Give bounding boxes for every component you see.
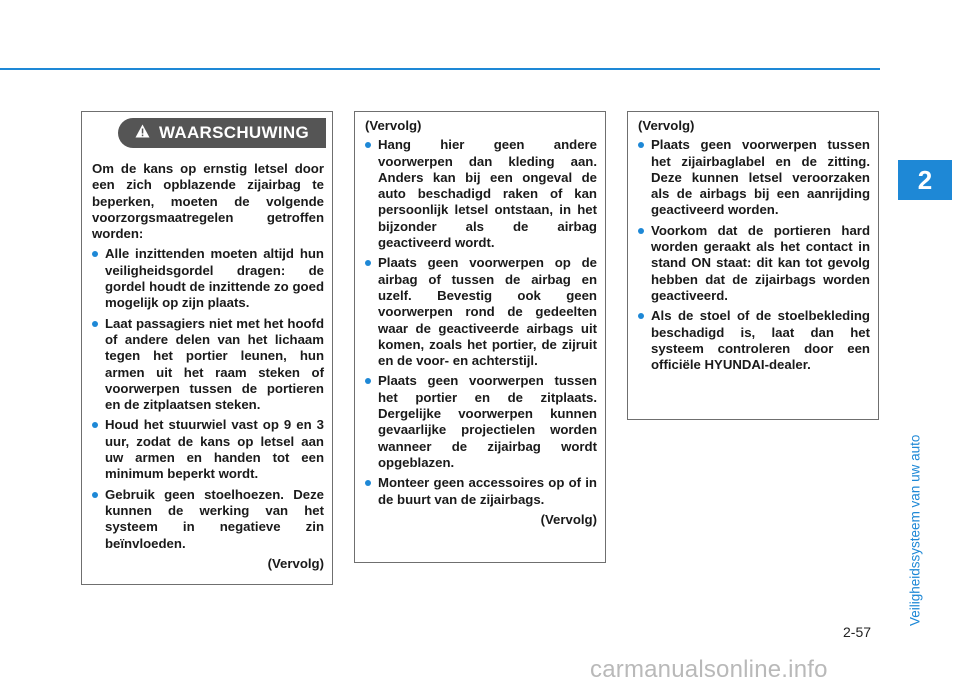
list-item: Als de stoel of de stoelbekleding beschadigd is, laat dan het systeem controleren door een officiële HYUNDAI-dealer. <box>638 308 870 373</box>
bullet-dot <box>92 251 98 257</box>
bullet-dot <box>365 378 371 384</box>
list-item: Laat passagiers niet met het hoofd of andere delen van het lichaam tegen het portier leunen, hun armen uit het raam steken of voorwerpen tussen de portieren en de zitplaatsen steken. <box>92 316 324 414</box>
warning-list-2 <box>365 137 597 508</box>
warning-banner-label: WAARSCHUWING <box>159 122 309 142</box>
list-item: Hang hier geen andere voorwerpen dan kleding aan. Anders kan bij een ongeval de auto beschadigd raken of kan persoonlijk letsel ontstaan, in het bijzonder als de airbag geactiveerd wordt. <box>365 137 597 251</box>
warning-banner <box>118 118 326 148</box>
list-item: Gebruik geen stoelhoezen. Deze kunnen de werking van het systeem in negatieve zin beïnvloeden. <box>92 487 324 552</box>
list-item: Voorkom dat de portieren hard worden geraakt als het contact in stand ON staat: dit kan tot gevolg hebben dat de zijairbags worden geactiveerd. <box>638 223 870 304</box>
continued-label: (Vervolg) <box>267 555 324 571</box>
warning-box <box>81 111 333 585</box>
chapter-title <box>895 418 935 626</box>
list-item: Plaats geen voorwerpen tussen het zijairbaglabel en de zitting. Deze kunnen letsel veroorzaken als de airbags bij een aanrijding geactiveerd worden. <box>638 137 870 218</box>
list-item: Monteer geen accessoires op of in de buurt van de zijairbags. <box>365 475 597 508</box>
bullet-dot <box>638 228 644 234</box>
continued-label: (Vervolg) <box>540 511 597 527</box>
warning-triangle-icon <box>135 124 150 141</box>
bullet-dot <box>365 480 371 486</box>
list-item: Houd het stuurwiel vast op 9 en 3 uur, zodat de kans op letsel aan uw armen en handen tot een minimum beperkt wordt. <box>92 417 324 482</box>
bullet-dot <box>638 313 644 319</box>
header-rule <box>0 68 880 70</box>
warning-intro: Om de kans op ernstig letsel door een zich opblazende zijairbag te beperken, moeten de volgende voorzorgsmaatregelen getroffen worden: <box>92 161 324 242</box>
list-item: Plaats geen voorwerpen tussen het portier en de zitplaats. Dergelijke voorwerpen kunnen gevaarlijke projectielen worden wanneer de zijairbag wordt opgeblazen. <box>365 373 597 471</box>
continued-box-3 <box>627 111 879 420</box>
bullet-dot <box>92 321 98 327</box>
chapter-number: 2 <box>917 164 933 195</box>
continued-box-2 <box>354 111 606 563</box>
chapter-number-tab <box>898 160 952 200</box>
continued-header: (Vervolg) <box>365 118 422 133</box>
bullet-dot <box>92 422 98 428</box>
list-item: Plaats geen voorwerpen op de airbag of tussen de airbag en uzelf. Bevestig ook geen voorwerpen rond de gedeelten waar de geactiveerde airbags uit komen, zoals het portier, de zijruit en de voor- en achterstijl. <box>365 255 597 369</box>
warning-list-1 <box>92 246 324 551</box>
warning-list-3 <box>638 137 870 373</box>
bullet-dot <box>638 142 644 148</box>
bullet-dot <box>92 492 98 498</box>
watermark: carmanualsonline.info <box>590 656 828 683</box>
bullet-dot <box>365 260 371 266</box>
continued-header: (Vervolg) <box>638 118 695 133</box>
bullet-dot <box>365 142 371 148</box>
page-number: 2-57 <box>843 624 872 640</box>
chapter-title-text: Veiligheidssysteem van uw auto <box>907 434 923 626</box>
list-item: Alle inzittenden moeten altijd hun veiligheidsgordel dragen: de gordel houdt de inzittende zo goed mogelijk op zijn plaats. <box>92 246 324 311</box>
